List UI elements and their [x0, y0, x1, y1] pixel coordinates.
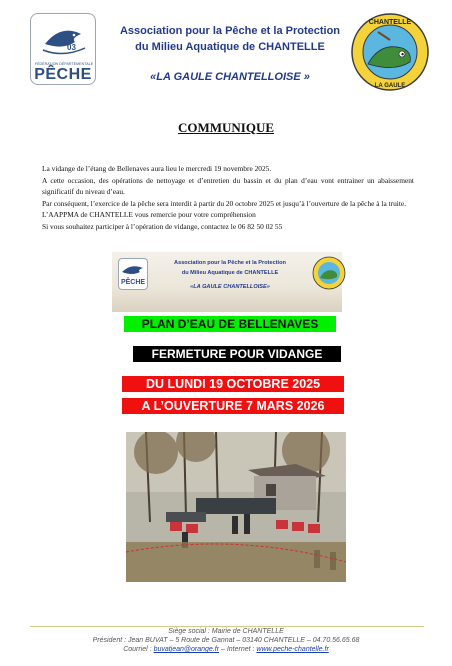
footer-courriel-label: Courriel : [123, 646, 154, 653]
flyer-badge [312, 256, 346, 290]
association-line-1: Association pour la Pêche et la Protection [119, 25, 341, 37]
footer-siege: Siège social : Mairie de CHANTELLE [168, 628, 284, 635]
flyer-gaule: «LA GAULE CHANTELLOISE» [190, 284, 270, 290]
badge-text-bottom: LA GAULE [374, 83, 406, 89]
logo-peche-word: PÊCHE [34, 66, 92, 83]
communique-paragraph: Si vous souhaitez participer à l’opération de vidange, contactez le 06 82 50 02 55 [42, 221, 283, 231]
banner-fermeture: FERMETURE POUR VIDANGE [133, 346, 341, 362]
association-line-2: du Milieu Aquatique de CHANTELLE [135, 41, 325, 53]
pond-drain-photo [126, 432, 346, 582]
banner-date-end: A L’OUVERTURE 7 MARS 2026 [122, 398, 344, 414]
fish-icon [41, 20, 87, 60]
footer-internet-label: – Internet : [219, 646, 257, 653]
flyer-association-header [150, 259, 310, 293]
federation-peche-logo [30, 13, 96, 85]
logo-federation-text: FÉDÉRATION DÉPARTEMENTALE [34, 62, 94, 66]
footer-divider [30, 626, 424, 627]
flyer-peche-logo [118, 258, 148, 290]
flyer-logo-word: PÊCHE [120, 279, 146, 286]
gaule-chantelloise-badge [350, 12, 430, 92]
flyer-line-2: du Milieu Aquatique de CHANTELLE [181, 269, 279, 276]
flyer-line-1: Association pour la Pêche et la Protection [174, 260, 286, 266]
badge-text-top: CHANTELLE [368, 19, 412, 26]
logo-number: 03 [67, 43, 76, 52]
communique-paragraph: Par conséquent, l’exercice de la pêche sera interdit à partir du 20 octobre 2025 et jusqu’à l’ouverture de la pêche à la truite. [42, 198, 407, 208]
fish-icon [119, 261, 147, 279]
communique-title: COMMUNIQUE [177, 120, 275, 135]
communique-paragraph: La vidange de l’étang de Bellenaves aura lieu le mercredi 19 novembre 2025. [42, 164, 272, 173]
association-header [110, 23, 350, 85]
banner-plan-deau: PLAN D’EAU DE BELLENAVES [124, 316, 336, 332]
banner-date-start: DU LUNDI 19 OCTOBRE 2025 [122, 376, 344, 392]
gaule-chantelloise-title: «LA GAULE CHANTELLOISE » [150, 71, 310, 83]
communique-paragraph: A cette occasion, des opérations de nettoyage et d’entretien du bassin et du plan d’eau vont entrainer un abaissement significatif du niveau d’eau. [42, 175, 414, 197]
communique-body [42, 163, 414, 233]
communique-paragraph: L’AAPPMA de CHANTELLE vous remercie pour votre compréhension [42, 210, 256, 220]
footer-email-link[interactable]: buvatjean@orange.fr [153, 646, 220, 653]
footer-president: Président : Jean BUVAT – 5 Route de Gannat – 03140 CHANTELLE – 04.70.56.65.68 [92, 637, 360, 644]
footer-contact [0, 646, 452, 653]
footer-website-link[interactable]: www.peche-chantelle.fr [256, 646, 329, 653]
